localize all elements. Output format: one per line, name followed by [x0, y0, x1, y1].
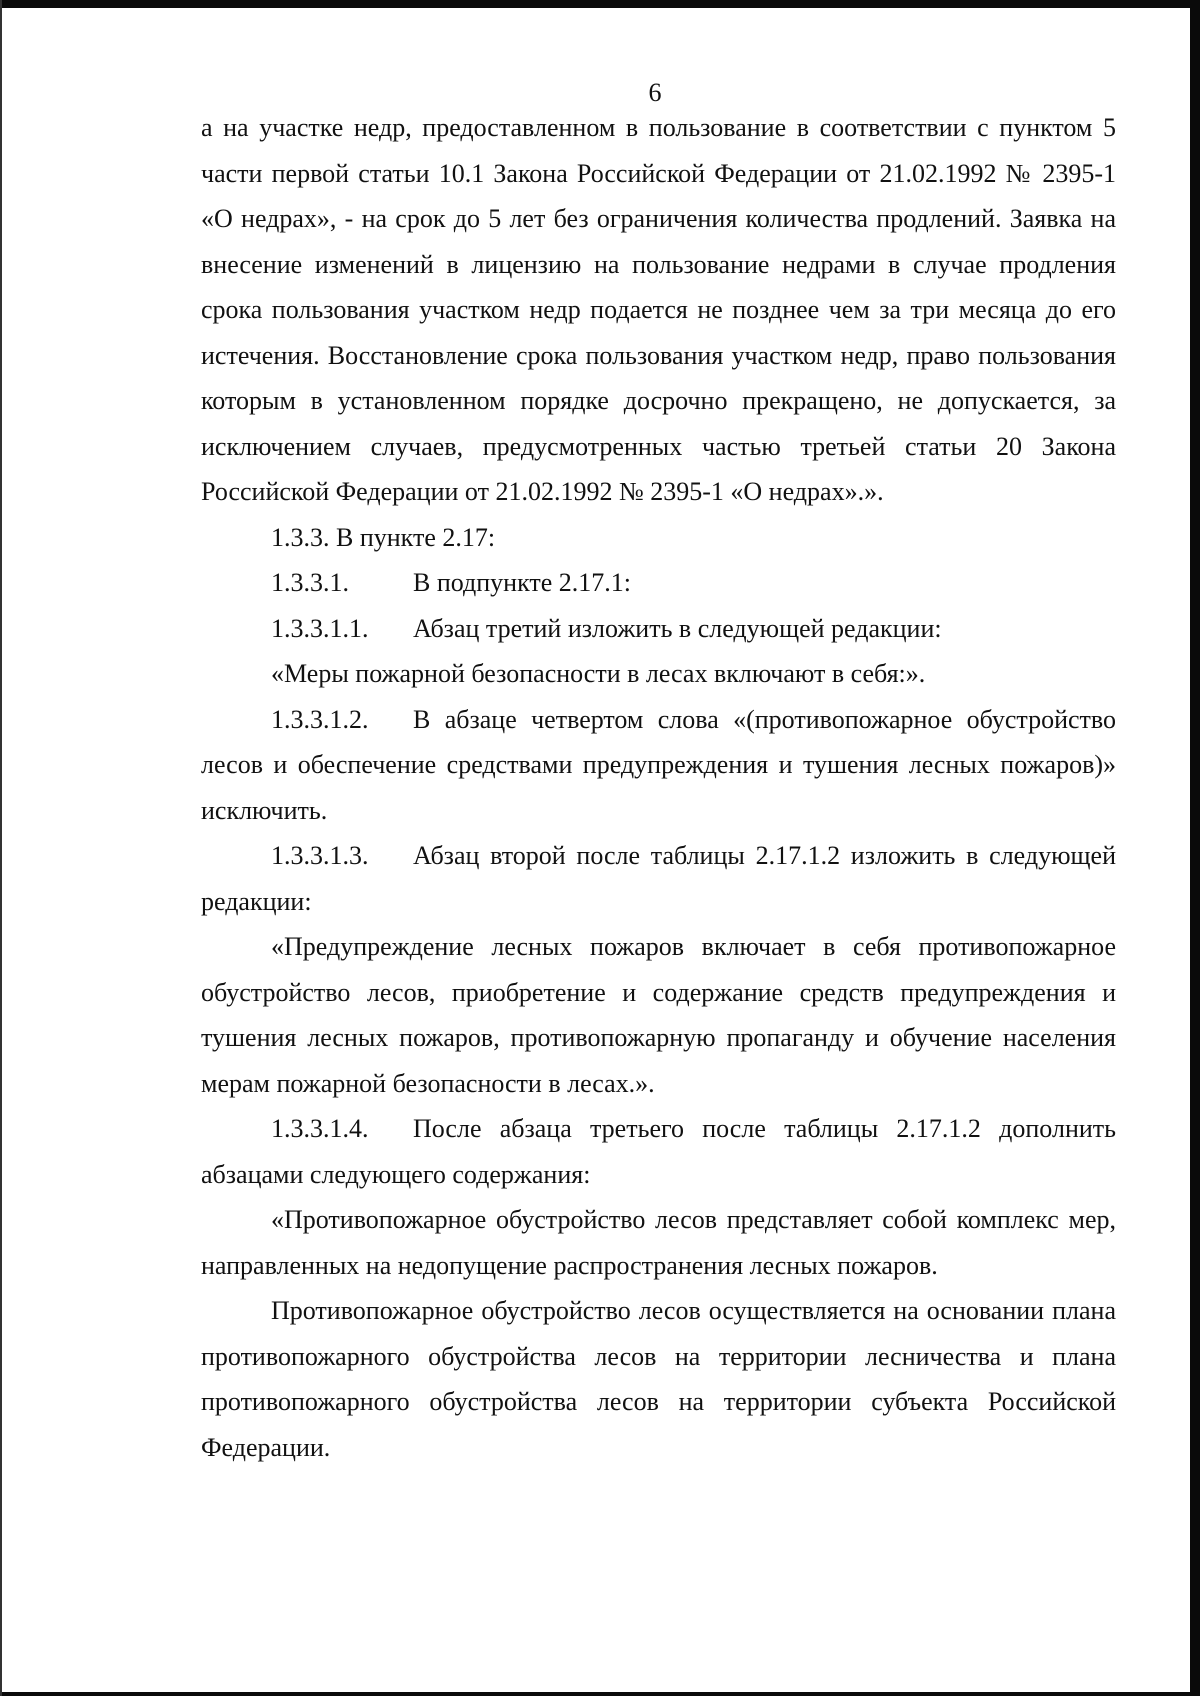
scan-border-left — [0, 0, 2, 1696]
scan-border-bottom — [0, 1692, 1200, 1696]
item-1-3-3-1-1 — [201, 606, 1116, 652]
item-text: Абзац второй после таблицы 2.17.1.2 изложить в следующей редакции: — [201, 841, 1116, 916]
item-number: 1.3.3.1. — [271, 568, 349, 597]
item-number: 1.3.3.1.3. — [271, 841, 369, 870]
item-number: 1.3.3.1.1. — [271, 613, 369, 643]
quote-fire-prevention: «Предупреждение лесных пожаров включает в себя противопожарное обустройство лесов, приобретение и содержание средств предупреждения и тушения лесных пожаров, противопожарную пропаганду и обучение населения мерам пожарной безопасности в лесах.». — [201, 932, 1116, 1098]
item-1-3-3-1 — [201, 560, 1116, 606]
item-text: В абзаце четвертом слова «(противопожарное обустройство лесов и обеспечение средствами предупреждения и тушения лесных пожаров)» исключить. — [201, 704, 1116, 825]
item-text: Абзац третий изложить в следующей редакции: — [413, 613, 942, 643]
item-number: 1.3.3.1.4. — [271, 1114, 369, 1143]
page-number: 6 — [648, 78, 662, 107]
paragraph-1-3-3: 1.3.3. В пункте 2.17: — [271, 522, 496, 552]
item-text: В подпункте 2.17.1: — [413, 568, 631, 597]
item-1-3-3-1-4 — [201, 1106, 1116, 1197]
document-body — [201, 105, 1116, 1470]
item-1-3-3-1-2 — [201, 697, 1116, 834]
paragraph-fire-arrangement-plan: Противопожарное обустройство лесов осуществляется на основании плана противопожарного обустройства лесов на территории лесничества и плана противопожарного обустройства лесов на территории субъекта Российской Федерации. — [201, 1296, 1116, 1462]
paragraph-continuation: а на участке недр, предоставленном в пользование в соответствии с пунктом 5 части первой статьи 10.1 Закона Российской Федерации от 21.02.1992 № 2395-1 «О недрах», - на срок до 5 лет без ограничения количества продлений. Заявка на внесение изменений в лицензию на пользование недрами в случае продления срока пользования участком недр подается не позднее чем за три месяца до его истечения. Восстановление срока пользования участком недр, право пользования которым в установленном порядке досрочно прекращено, не допускается, за исключением случаев, предусмотренных частью третьей статьи 20 Закона Российской Федерации от 21.02.1992 № 2395-1 «О недрах».». — [201, 113, 1116, 506]
quote-fire-safety-measures: «Меры пожарной безопасности в лесах включают в себя:». — [271, 659, 926, 688]
item-1-3-3-1-3 — [201, 833, 1116, 924]
scan-border-right — [1190, 0, 1200, 1696]
item-number: 1.3.3.1.2. — [271, 704, 369, 734]
quote-fire-arrangement: «Противопожарное обустройство лесов представляет собой комплекс мер, направленных на недопущение распространения лесных пожаров. — [201, 1205, 1116, 1280]
item-text: После абзаца третьего после таблицы 2.17.1.2 дополнить абзацами следующего содержания: — [201, 1114, 1116, 1189]
scan-border-top — [0, 0, 1200, 8]
